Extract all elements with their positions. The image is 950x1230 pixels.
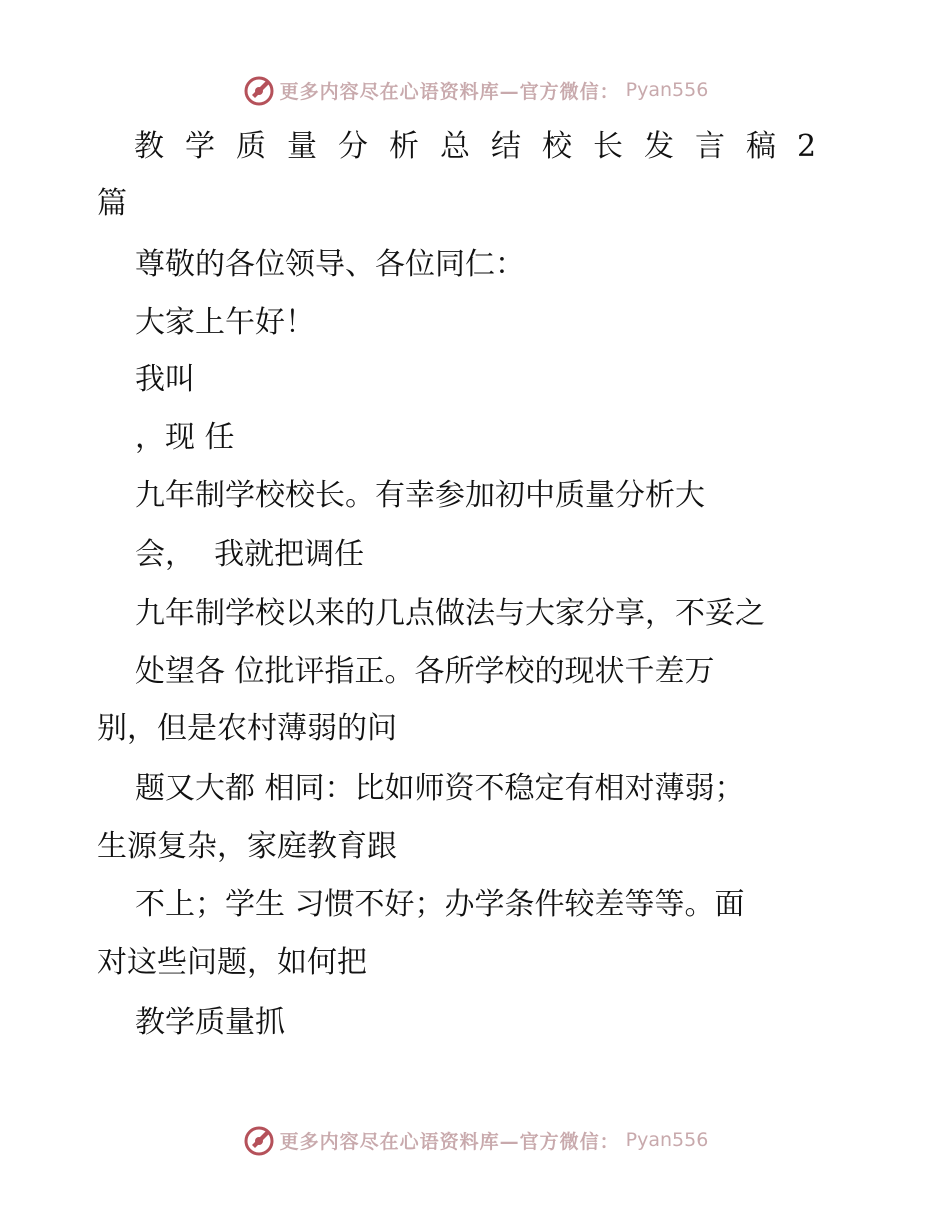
paragraph-line: 会， 我就把调任 (135, 537, 365, 572)
paragraph-line: 九年制学校以来的几点做法与大家分享，不妥之 (135, 596, 765, 631)
paragraph-line: 不上；学生 习惯不好；办学条件较差等等。面 (135, 887, 745, 922)
paragraph-line: 我叫 (135, 362, 195, 397)
paragraph-line: 九年制学校校长。有幸参加初中质量分析大 (135, 478, 705, 513)
paragraph-line: 教学质量抓 (135, 1005, 285, 1040)
footer-banner (0, 1120, 950, 1160)
document-title: 教学质量分析总结校长发言稿2 (134, 129, 838, 164)
brand-logo-icon (242, 73, 276, 107)
paragraph-line: 大家上午好！ (135, 305, 315, 340)
banner-wechat-id: Pyan556 (625, 79, 709, 101)
paragraph-line: 尊敬的各位领导、各位同仁： (135, 247, 525, 282)
brand-logo-icon (242, 1123, 276, 1157)
header-banner (0, 70, 950, 110)
document-title-continued: 篇 (97, 186, 127, 221)
banner-text: 更多内容尽在心语资料库—官方微信： (279, 80, 620, 103)
paragraph-line: 生源复杂，家庭教育跟 (97, 829, 397, 864)
paragraph-line: 处望各 位批评指正。各所学校的现状千差万 (135, 654, 715, 689)
banner-text: 更多内容尽在心语资料库—官方微信： (279, 1130, 620, 1153)
banner-wechat-id: Pyan556 (625, 1129, 709, 1151)
paragraph-line: 别，但是农村薄弱的问 (97, 711, 397, 746)
paragraph-line: 对这些问题，如何把 (97, 945, 367, 980)
paragraph-line: 题又大都 相同：比如师资不稳定有相对薄弱； (135, 771, 745, 806)
paragraph-line: ，现 任 (135, 420, 235, 455)
